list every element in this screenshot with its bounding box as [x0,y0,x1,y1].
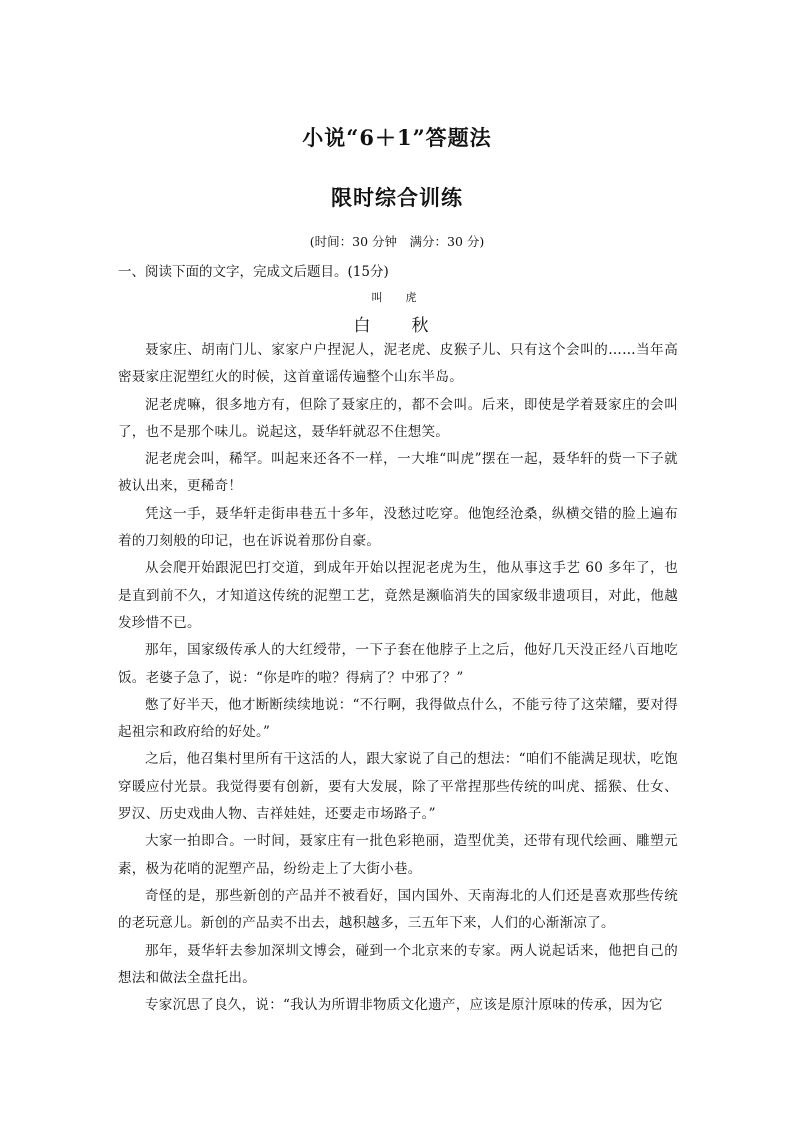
paragraph: 大家一拍即合。一时间，聂家庄有一批色彩艳丽，造型优美，还带有现代绘画、雕塑元素，极为花哨的泥塑产品，纷纷走上了大街小巷。 [118,833,678,877]
document-subtitle: 限时综合训练 [331,185,463,210]
paragraph: 之后，他召集村里所有干这活的人，跟大家说了自己的想法：“咱们不能满足现状，吃饱穿暖应付光景。我觉得要有创新，要有大发展，除了平常捏那些传统的叫虎、摇猴、仕女、罗汉、历史戏曲人物、吉祥娃娃，还要走市场路子。” [118,751,678,823]
section-instruction: 一、阅读下面的文字，完成文后题目。(15分) [118,264,389,280]
story-title: 叫 虎 [371,291,423,304]
paragraph: 从会爬开始跟泥巴打交道，到成年开始以捏泥老虎为生，他从事这手艺 60 多年了，也是直到前不久，才知道这传统的泥塑工艺，竟然是濒临消失的国家级非遗项目，对此，他越发珍惜不已。 [118,560,678,631]
paragraph: 憋了好半天，他才断断续续地说：“不行啊，我得做点什么，不能亏待了这荣耀，要对得起祖宗和政府给的好处。” [118,696,678,741]
paragraph: 那年，国家级传承人的大红绶带，一下子套在他脖子上之后，他好几天没正经八百地吃饭。老婆子急了，说：“你是咋的啦？得病了？中邪了？” [118,642,678,686]
paragraph: 那年，聂华轩去参加深圳文博会，碰到一个北京来的专家。两人说起话来，他把自己的想法和做法全盘托出。 [118,942,678,986]
paragraph: 泥老虎嘛，很多地方有，但除了聂家庄的，都不会叫。后来，即使是学着聂家庄的会叫了，也不是那个味儿。说起这，聂华轩就忍不住想笑。 [118,396,678,440]
paragraph: 奇怪的是，那些新创的产品并不被看好，国内国外、天南海北的人们还是喜欢那些传统的老玩意儿。新创的产品卖不出去，越积越多，三五年下来，人们的心渐渐凉了。 [118,887,678,932]
document-title: 小说“6＋1”答题法 [302,125,492,150]
story-body [118,337,678,1019]
paragraph: 凭这一手，聂华轩走街串巷五十多年，没愁过吃穿。他饱经沧桑，纵横交错的脸上遍布着的刀刻般的印记，也在诉说着那份自豪。 [118,505,678,550]
story-author: 白 秋 [353,316,441,336]
paragraph: 专家沉思了良久，说：“我认为所谓非物质文化遗产，应该是原汁原味的传承，因为它 [145,997,663,1014]
paragraph: 聂家庄、胡南门儿、家家户户捏泥人，泥老虎、皮猴子儿、只有这个会叫的……当年高密聂家庄泥塑红火的时候，这首童谣传遍整个山东半岛。 [118,342,678,386]
paragraph: 泥老虎会叫，稀罕。叫起来还各不一样，一大堆“叫虎”摆在一起，聂华轩的赀一下子就被认出来，更稀奇！ [118,451,678,495]
time-score-info: (时间：30 分钟 满分：30 分) [309,234,485,249]
